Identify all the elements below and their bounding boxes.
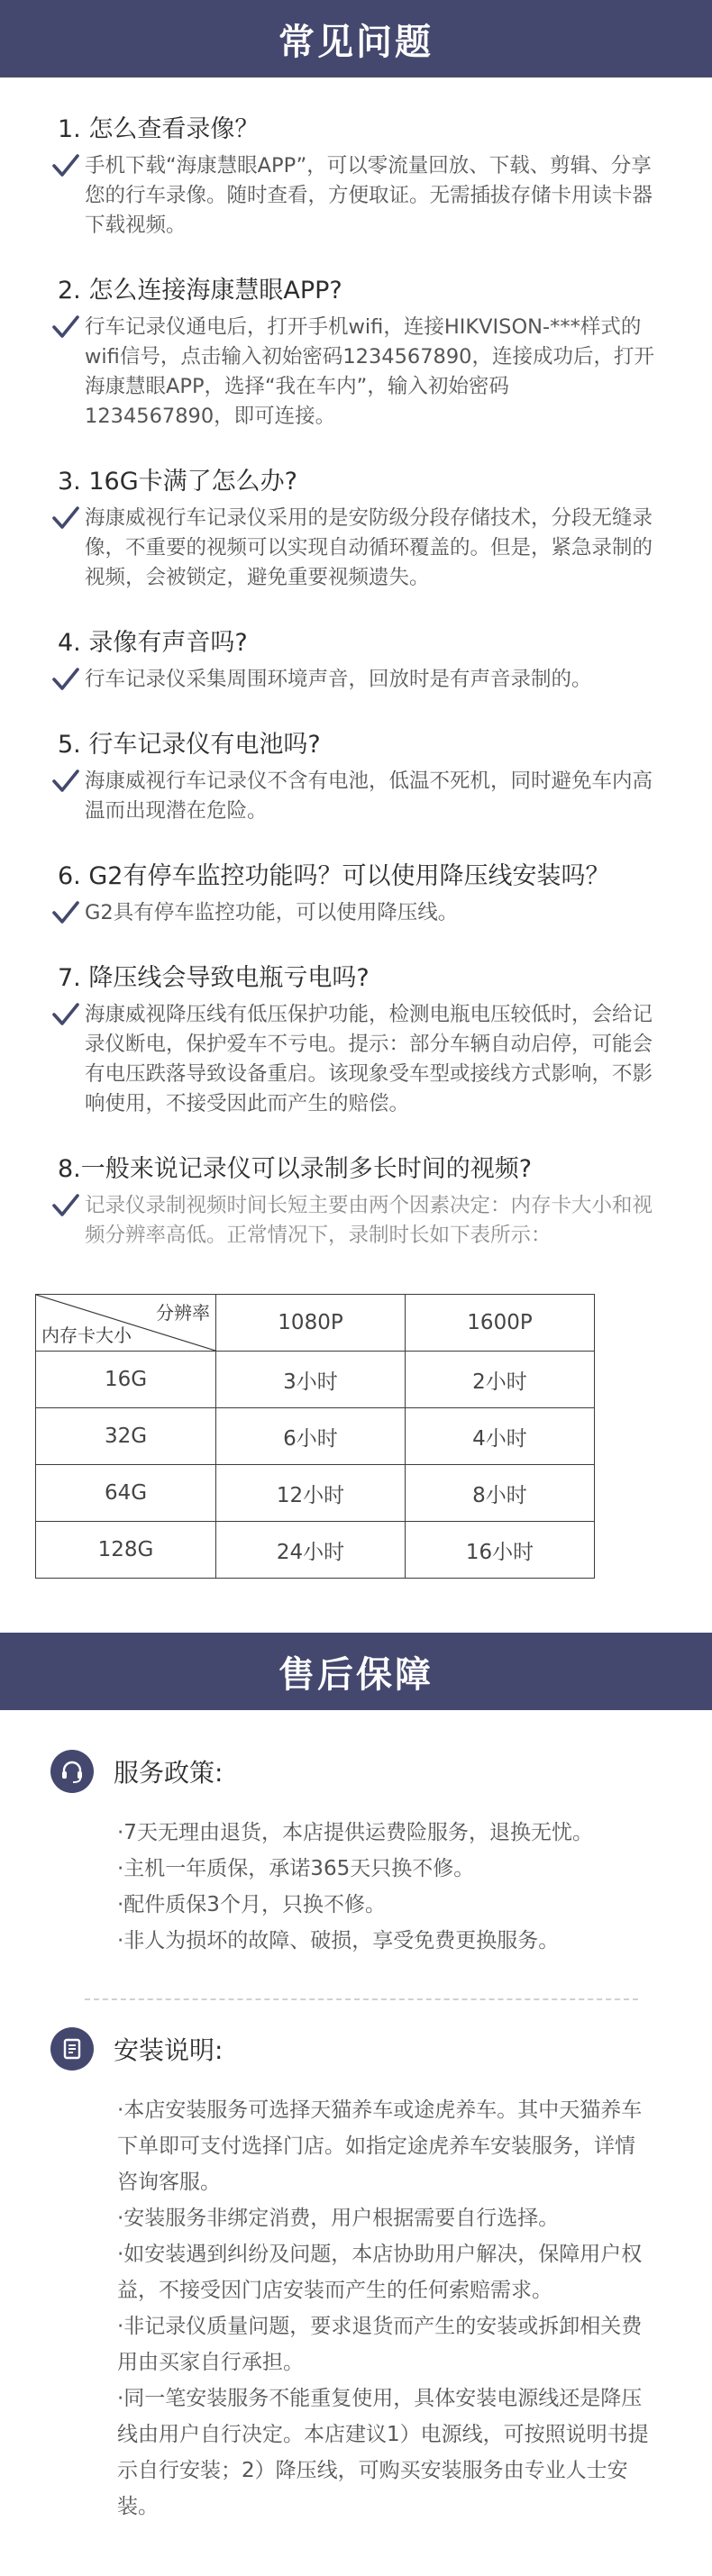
resolution-label: 分辨率 xyxy=(156,1302,210,1324)
table-header-row xyxy=(36,1295,595,1352)
list-item: ·配件质保3个月，只换不修。 xyxy=(117,1893,386,1916)
table-cell: 2小时 xyxy=(406,1352,595,1408)
list-item: ·7天无理由退货，本店提供运费险服务，退换无忧。 xyxy=(117,1821,593,1844)
faq-list xyxy=(0,77,712,1251)
table-cell: 4小时 xyxy=(406,1408,595,1465)
service-section xyxy=(0,1710,712,2525)
faq-answer-text: 海康威视行车记录仪不含有电池，低温不死机，同时避免车内高温而出现潜在危险。 xyxy=(85,769,653,823)
faq-answer xyxy=(52,1000,654,1119)
table-row xyxy=(36,1522,595,1579)
faq-answer-text: G2具有停车监控功能，可以使用降压线。 xyxy=(85,901,459,924)
document-icon xyxy=(50,2027,94,2071)
recording-time-table xyxy=(35,1294,595,1579)
table-cell: 3小时 xyxy=(216,1352,406,1408)
list-item: ·安装服务非绑定消费，用户根据需要自行选择。 xyxy=(117,2207,560,2230)
table-column-header: 1080P xyxy=(216,1295,406,1352)
faq-answer-text: 海康威视行车记录仪采用的是安防级分段存储技术，分段无缝录像，不重要的视频可以实现自动循环覆盖的。但是，紧急录制的视频，会被锁定，避免重要视频遗失。 xyxy=(85,506,653,589)
faq-answer xyxy=(52,1191,654,1251)
list-item: ·主机一年质保，承诺365天只换不修。 xyxy=(117,1857,475,1880)
card-size-label: 内存卡大小 xyxy=(41,1324,132,1346)
faq-question: 3. 16G卡满了怎么办? xyxy=(58,468,297,496)
dashed-divider xyxy=(85,1998,638,2000)
faq-question: 7. 降压线会导致电瓶亏电吗? xyxy=(58,964,370,992)
faq-answer xyxy=(52,151,654,241)
install-header xyxy=(50,2027,654,2071)
faq-answer xyxy=(52,504,654,593)
policy-list xyxy=(50,1815,654,1959)
faq-item xyxy=(52,114,654,241)
list-item: ·同一笔安装服务不能重复使用，具体安装电源线还是降压线由用户自行决定。本店建议1）电源线，可按照说明书提示自行安装；2）降压线，可购买安装服务由专业人士安装。 xyxy=(117,2387,649,2518)
headset-icon xyxy=(50,1750,94,1793)
checkmark-icon xyxy=(52,1002,79,1029)
table-row-header: 32G xyxy=(36,1408,216,1465)
faq-answer-text: 海康威视降压线有低压保护功能，检测电瓶电压较低时，会给记录仪断电，保护爱车不亏电。提示：部分车辆自动启停，可能会有电压跌落导致设备重启。该现象受车型或接线方式影响，不影响使用，不接受因此而产生的赔偿。 xyxy=(85,1003,653,1115)
faq-item xyxy=(52,962,654,1119)
checkmark-icon xyxy=(52,667,79,694)
after-sales-banner xyxy=(0,1633,712,1710)
faq-answer-text: 手机下载“海康慧眼APP”，可以零流量回放、下载、剪辑、分享您的行车录像。随时查看，方便取证。无需插拔存储卡用读卡器下载视频。 xyxy=(85,154,653,237)
faq-answer-text: 行车记录仪通电后，打开手机wifi，连接HIKVISON-***样式的wifi信号，点击输入初始密码1234567890，连接成功后，打开海康慧眼APP，选择“我在车内”，输入初始密码1234567890，即可连接。 xyxy=(85,315,654,428)
table-row xyxy=(36,1408,595,1465)
checkmark-icon xyxy=(52,769,79,796)
faq-item xyxy=(52,627,654,695)
faq-answer xyxy=(52,313,654,432)
checkmark-icon xyxy=(52,900,79,927)
table-cell: 6小时 xyxy=(216,1408,406,1465)
table-column-header: 1600P xyxy=(406,1295,595,1352)
install-list xyxy=(50,2092,654,2525)
faq-title: 常见问题 xyxy=(278,21,434,63)
faq-question: 2. 怎么连接海康慧眼APP? xyxy=(58,277,342,305)
faq-answer xyxy=(52,767,654,826)
list-item: ·如安装遇到纠纷及问题，本店协助用户解决，保障用户权益，不接受因门店安装而产生的任何索赔需求。 xyxy=(117,2243,643,2302)
table-cell: 8小时 xyxy=(406,1465,595,1522)
faq-answer-text: 行车记录仪采集周围环境声音，回放时是有声音录制的。 xyxy=(85,668,592,691)
table-cell: 12小时 xyxy=(216,1465,406,1522)
faq-item xyxy=(52,1153,654,1251)
install-title: 安装说明: xyxy=(114,2035,224,2065)
faq-answer xyxy=(52,665,654,695)
checkmark-icon xyxy=(52,1193,79,1220)
after-sales-title: 售后保障 xyxy=(278,1653,434,1696)
list-item: ·本店安装服务可选择天猫养车或途虎养车。其中天猫养车下单即可支付选择门店。如指定途虎养车安装服务，详情咨询客服。 xyxy=(117,2098,643,2194)
faq-item xyxy=(52,275,654,432)
faq-answer xyxy=(52,898,654,928)
checkmark-icon xyxy=(52,314,79,341)
faq-item xyxy=(52,466,654,593)
checkmark-icon xyxy=(52,505,79,532)
policy-title: 服务政策: xyxy=(114,1758,224,1788)
faq-answer-text: 记录仪录制视频时间长短主要由两个因素决定：内存卡大小和视频分辨率高低。正常情况下，录制时长如下表所示： xyxy=(85,1194,653,1247)
table-row xyxy=(36,1352,595,1408)
faq-item xyxy=(52,729,654,826)
checkmark-icon xyxy=(52,153,79,180)
table-row-header: 128G xyxy=(36,1522,216,1579)
faq-banner xyxy=(0,0,712,77)
table-row-header: 16G xyxy=(36,1352,216,1408)
table-row-header: 64G xyxy=(36,1465,216,1522)
table-corner-header xyxy=(36,1295,216,1352)
faq-question: 6. G2有停车监控功能吗？可以使用降压线安装吗？ xyxy=(58,862,610,890)
list-item: ·非人为损坏的故障、破损，享受免费更换服务。 xyxy=(117,1929,560,1952)
faq-question: 4. 录像有声音吗? xyxy=(58,629,248,657)
table-cell: 24小时 xyxy=(216,1522,406,1579)
faq-question: 5. 行车记录仪有电池吗? xyxy=(58,731,321,759)
faq-question: 1. 怎么查看录像？ xyxy=(58,115,260,143)
list-item: ·非记录仪质量问题，要求退货而产生的安装或拆卸相关费用由买家自行承担。 xyxy=(117,2315,643,2374)
table-row xyxy=(36,1465,595,1522)
faq-item xyxy=(52,860,654,928)
policy-header xyxy=(50,1750,654,1793)
table-cell: 16小时 xyxy=(406,1522,595,1579)
faq-question: 8.一般来说记录仪可以录制多长时间的视频? xyxy=(58,1155,533,1183)
